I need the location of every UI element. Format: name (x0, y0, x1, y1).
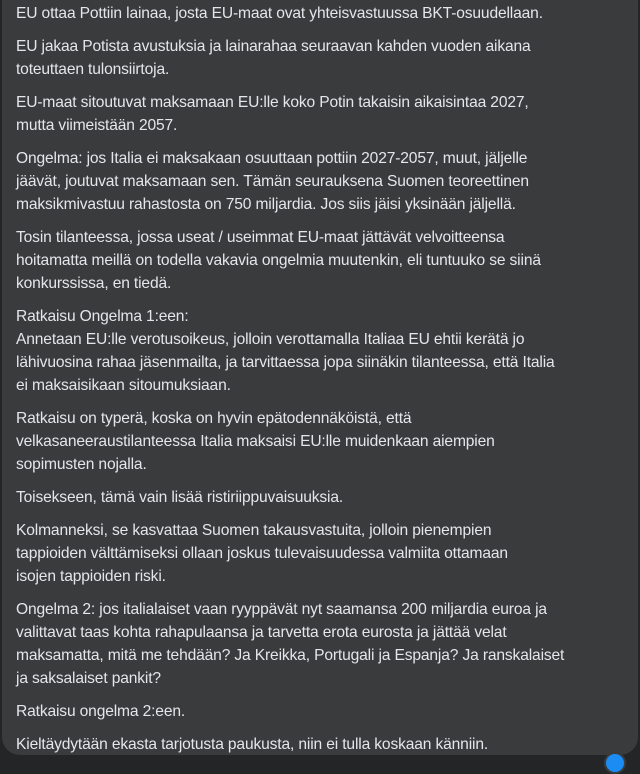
text-line: ja saksalaiset pankit? (16, 670, 161, 687)
text-line: Kieltäydytään ekasta tarjotusta paukusta, niin ei tulla koskaan känniin. (16, 736, 489, 753)
text-line: tappioiden välttämiseksi ollaan joskus tulevaisuudessa valmiita ottamaan (16, 545, 508, 562)
comment-paragraph (16, 305, 628, 397)
text-line: lähivuosina rahaa jäsenmailta, ja tarvittaessa jopa siinäkin tilanteessa, että Italia (16, 354, 555, 371)
text-line: Kolmanneksi, se kasvattaa Suomen takausvastuita, jolloin pienempien (16, 522, 492, 539)
text-line: EU jakaa Potista avustuksia ja lainarahaa seuraavan kahden vuoden aikana (16, 38, 531, 55)
text-line: ei maksaisikaan sitoumuksiaan. (16, 377, 231, 394)
comment-paragraph (16, 733, 628, 756)
text-line: Ratkaisu on typerä, koska on hyvin epätodennäköistä, että (16, 410, 412, 427)
comment-paragraph (16, 598, 628, 690)
text-line: Tosin tilanteessa, jossa useat / useimmat EU-maat jättävät velvoitteensa (16, 229, 505, 246)
comment-paragraph (16, 35, 628, 81)
comment-bubble (2, 0, 638, 755)
text-line: Annetaan EU:lle verotusoikeus, jolloin verottamalla Italiaa EU ehtii kerätä jo (16, 331, 525, 348)
text-line: Ongelma 2: jos italialaiset vaan ryyppävät nyt saamansa 200 miljardia euroa ja (16, 601, 547, 618)
text-line: jäävät, joutuvat maksamaan sen. Tämän seurauksena Suomen teoreettinen (16, 173, 529, 190)
comment-paragraph (16, 91, 628, 137)
text-line: EU ottaa Pottiin lainaa, josta EU-maat ovat yhteisvastuussa BKT-osuudellaan. (16, 5, 543, 22)
text-line: hoitamatta meillä on todella vakavia ongelmia muutenkin, eli tuntuuko se siinä (16, 252, 541, 269)
text-line: Ratkaisu ongelma 2:een. (16, 703, 186, 720)
comment-paragraph (16, 226, 628, 295)
text-line: Toisekseen, tämä vain lisää ristiriippuvaisuuksia. (16, 489, 344, 506)
text-line: toteuttaen tulonsiirtoja. (16, 61, 170, 78)
text-line: maksamatta, mitä me tehdään? Ja Kreikka, Portugali ja Espanja? Ja ranskalaiset (16, 647, 565, 664)
text-line: mutta viimeistään 2057. (16, 117, 178, 134)
text-line: maksikmivastuu rahastosta on 750 miljardia. Jos siis jäisi yksinään jäljellä. (16, 196, 516, 213)
comment-paragraph (16, 486, 628, 509)
text-line: isojen tappioiden riski. (16, 568, 166, 585)
comment-paragraph (16, 2, 628, 25)
text-line: velkasaneeraustilanteessa Italia maksaisi EU:lle muidenkaan aiempien (16, 433, 495, 450)
text-line: konkurssissa, en tiedä. (16, 275, 172, 292)
text-line: Ongelma: jos Italia ei maksakaan osuuttaan pottiin 2027-2057, muut, jäljelle (16, 150, 528, 167)
comment-paragraph (16, 407, 628, 476)
text-line: sopimusten nojalla. (16, 456, 147, 473)
text-line: valittavat taas kohta rahapulaansa ja tarvetta erota eurosta ja jättää velat (16, 624, 507, 641)
comment-paragraph (16, 147, 628, 216)
comment-paragraph (16, 519, 628, 588)
comment-paragraph (16, 700, 628, 723)
text-line: EU-maat sitoutuvat maksamaan EU:lle koko Potin takaisin aikaisintaa 2027, (16, 94, 529, 111)
like-icon[interactable] (604, 752, 626, 774)
text-line: Ratkaisu Ongelma 1:een: (16, 308, 189, 325)
